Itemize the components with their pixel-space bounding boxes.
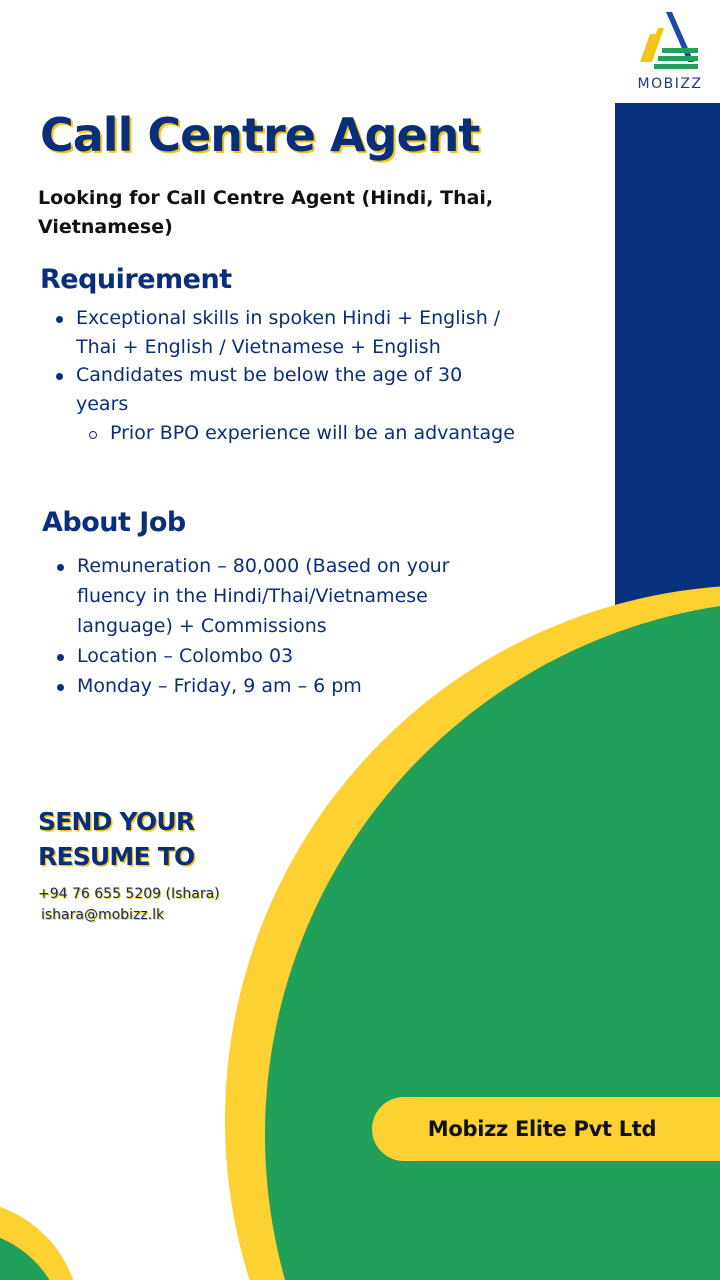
send-resume-line-1: SEND YOUR <box>38 807 195 836</box>
mobizz-logo <box>630 8 710 94</box>
page-title: Call Centre Agent <box>40 108 480 162</box>
list-item: Candidates must be below the age of 30 years <box>38 361 518 418</box>
about-job-heading: About Job <box>42 507 186 538</box>
company-badge <box>372 1097 720 1161</box>
list-item: Exceptional skills in spoken Hindi + English / Thai + English / Vietnamese + English <box>38 304 518 361</box>
list-item: Remuneration – 80,000 (Based on your fluency in the Hindi/Thai/Vietnamese language) + Commissions <box>39 551 499 641</box>
requirement-list <box>38 304 518 448</box>
send-resume-heading <box>38 804 194 874</box>
send-resume-line-2: RESUME TO <box>38 842 195 871</box>
company-name: Mobizz Elite Pvt Ltd <box>427 1117 657 1141</box>
job-subtitle: Looking for Call Centre Agent (Hindi, Thai, Vietnamese) <box>38 187 494 238</box>
phone-number: +94 76 655 5209 (Ishara) <box>38 886 220 902</box>
requirement-heading: Requirement <box>40 264 232 295</box>
logo-text: MOBIZZ <box>637 76 703 92</box>
logo-mark-icon <box>636 10 704 76</box>
about-job-list <box>39 551 499 701</box>
green-circle <box>265 600 720 1280</box>
list-item: Location – Colombo 03 <box>39 641 499 671</box>
email-address: ishara@mobizz.lk <box>41 907 165 923</box>
contact-info <box>38 884 220 926</box>
sub-list-item: Prior BPO experience will be an advantage <box>38 419 518 448</box>
list-item: Monday – Friday, 9 am – 6 pm <box>39 671 499 701</box>
